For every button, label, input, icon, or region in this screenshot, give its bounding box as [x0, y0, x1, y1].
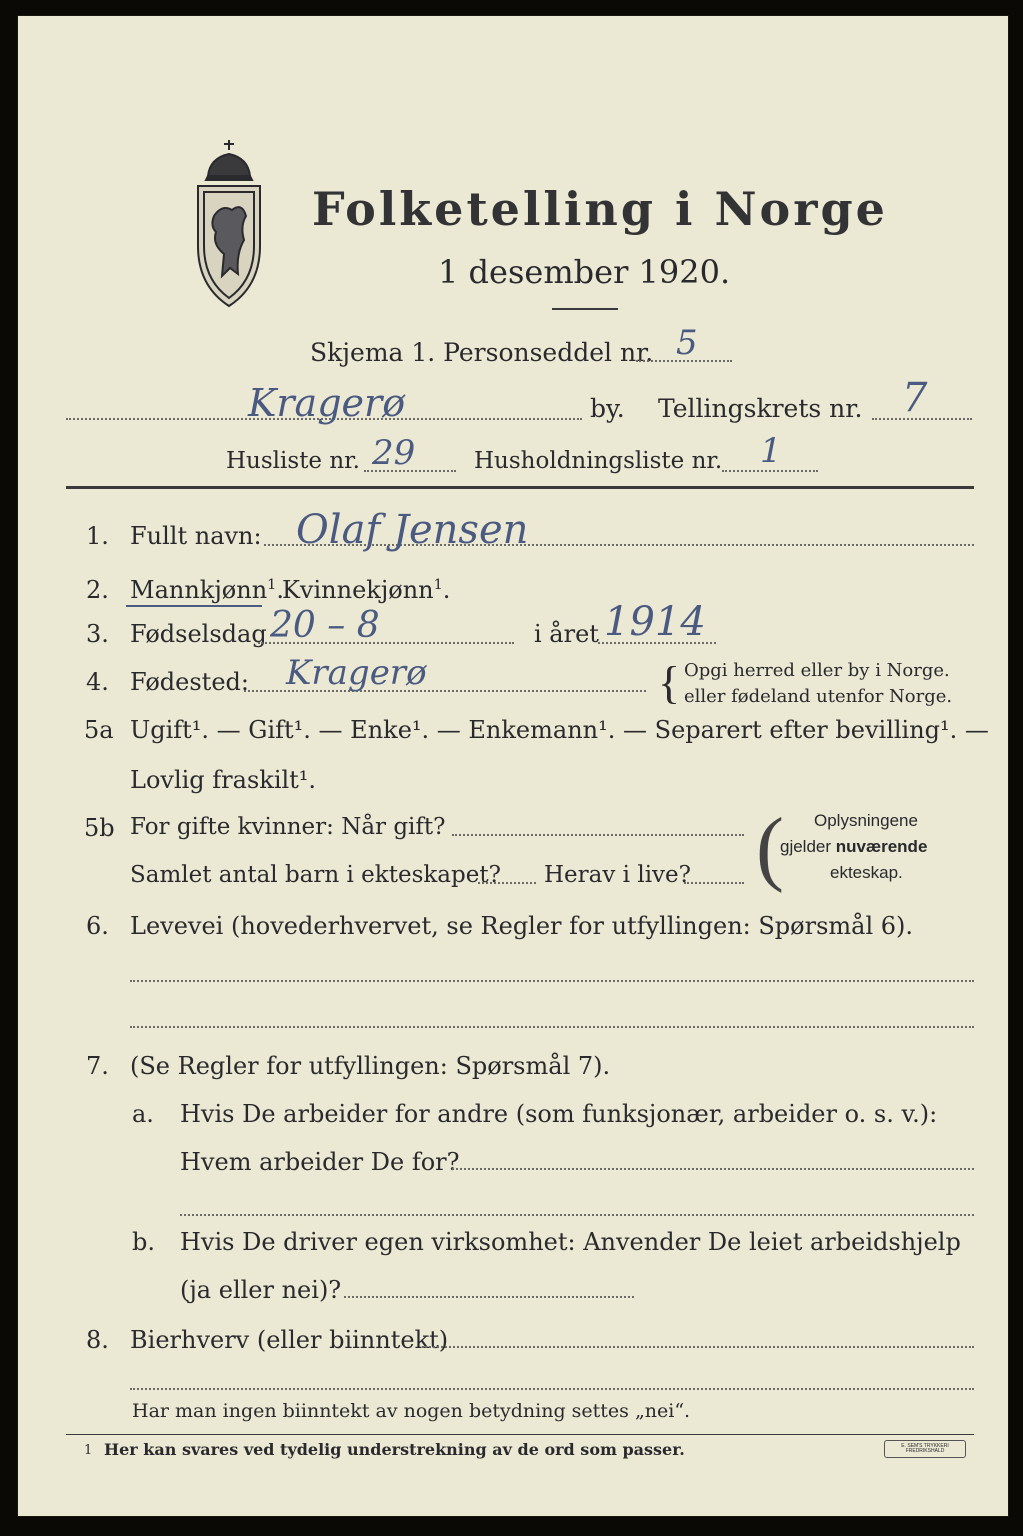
q8-dots-2	[130, 1388, 974, 1390]
q5b-label-3: Herav i live?	[544, 862, 691, 888]
q6-dots-2	[130, 1026, 974, 1028]
town-value: Kragerø	[248, 381, 406, 425]
q7b-dots	[344, 1296, 634, 1298]
footnote-number: 1	[84, 1443, 93, 1458]
q2-underline	[126, 605, 262, 607]
q7a-dots-1	[452, 1168, 974, 1170]
q7-number: 7.	[86, 1052, 109, 1080]
q6-dots-1	[130, 980, 974, 982]
q5b-married-dots	[452, 834, 744, 836]
q8-text: Bierhverv (eller biinntekt)	[130, 1326, 449, 1354]
q5b-number: 5b	[84, 814, 115, 842]
q7a-text: Hvis De arbeider for andre (som funksjonær, arbeider o. s. v.):	[180, 1100, 938, 1128]
q5b-children-dots	[478, 882, 536, 884]
q1-label: Fullt navn:	[130, 522, 262, 550]
q6-number: 6.	[86, 912, 109, 940]
q2-female: Kvinnekjønn$^1$.	[282, 576, 451, 604]
q4-brace: {	[658, 657, 681, 708]
q7-text: (Se Regler for utfyllingen: Spørsmål 7).	[130, 1052, 611, 1080]
q7a-letter: a.	[132, 1100, 154, 1128]
q2-male: Mannkjønn$^1$.	[130, 576, 284, 604]
q8-number: 8.	[86, 1326, 109, 1354]
q6-text: Levevei (hovederhvervet, se Regler for utfyllingen: Spørsmål 6).	[130, 912, 914, 940]
q5b-note-2: gjelder nuværende	[780, 837, 928, 856]
q8-dots-1	[422, 1346, 974, 1348]
q8-note: Har man ingen biinntekt av nogen betydning settes „nei“.	[132, 1400, 691, 1422]
q5b-label: For gifte kvinner: Når gift?	[130, 814, 446, 840]
by-label: by.	[590, 394, 625, 423]
husliste-number: 29	[372, 433, 416, 473]
husholdning-label: Husholdningsliste nr.	[474, 448, 723, 474]
q3-number: 3.	[86, 620, 109, 648]
q4-value: Kragerø	[286, 653, 427, 693]
q5b-alive-dots	[684, 882, 744, 884]
q4-note-1: Opgi herred eller by i Norge.	[684, 660, 950, 681]
q2-number: 2.	[86, 576, 109, 604]
printer-stamp	[884, 1440, 966, 1458]
q5a-text: Ugift¹. — Gift¹. — Enke¹. — Enkemann¹. — Separert efter bevilling¹. —	[130, 716, 989, 744]
q3-year: 1914	[604, 599, 706, 645]
norwegian-lion-crest-icon	[188, 136, 270, 312]
section-divider	[66, 486, 974, 489]
q5b-note-1: Oplysningene	[814, 811, 918, 830]
printer-stamp-text: E. SEM'S TRYKKERI FREDRIKSHALD	[901, 1443, 949, 1454]
q1-number: 1.	[86, 522, 109, 550]
skjema-label: Skjema 1. Personseddel nr.	[310, 338, 654, 367]
footnote-text: Her kan svares ved tydelig understrekning av de ord som passer.	[104, 1440, 685, 1459]
q4-number: 4.	[86, 668, 109, 696]
q5a-number: 5a	[84, 716, 114, 744]
husliste-label: Husliste nr.	[226, 448, 360, 474]
q7b-text: Hvis De driver egen virksomhet: Anvender De leiet arbeidshjelp	[180, 1228, 961, 1256]
census-date: 1 desember 1920.	[438, 253, 731, 291]
q5b-note-3: ekteskap.	[830, 863, 903, 882]
tellingskrets-label: Tellingskrets nr.	[658, 394, 863, 423]
footer-divider	[66, 1434, 974, 1435]
q1-value: Olaf Jensen	[296, 507, 529, 553]
husholdning-number: 1	[760, 431, 782, 471]
q7b-text-2: (ja eller nei)?	[180, 1276, 342, 1304]
q3-year-label: i året	[534, 620, 599, 648]
q4-label: Fødested:	[130, 668, 249, 696]
q3-label: Fødselsdag	[130, 620, 267, 648]
q5a-text-2: Lovlig fraskilt¹.	[130, 766, 317, 794]
q7a-dots-2	[180, 1214, 974, 1216]
q3-value: 20 – 8	[270, 605, 380, 646]
header-divider	[552, 308, 618, 310]
personseddel-number: 5	[676, 323, 698, 363]
q4-note-2: eller fødeland utenfor Norge.	[684, 686, 953, 707]
q5b-brace: (	[756, 801, 784, 894]
q5b-label-2: Samlet antal barn i ekteskapet?	[130, 862, 501, 888]
tellingskrets-number: 7	[902, 375, 928, 421]
q7a-text-2: Hvem arbeider De for?	[180, 1148, 460, 1176]
page-title: Folketelling i Norge	[312, 182, 888, 236]
q7b-letter: b.	[132, 1228, 155, 1256]
